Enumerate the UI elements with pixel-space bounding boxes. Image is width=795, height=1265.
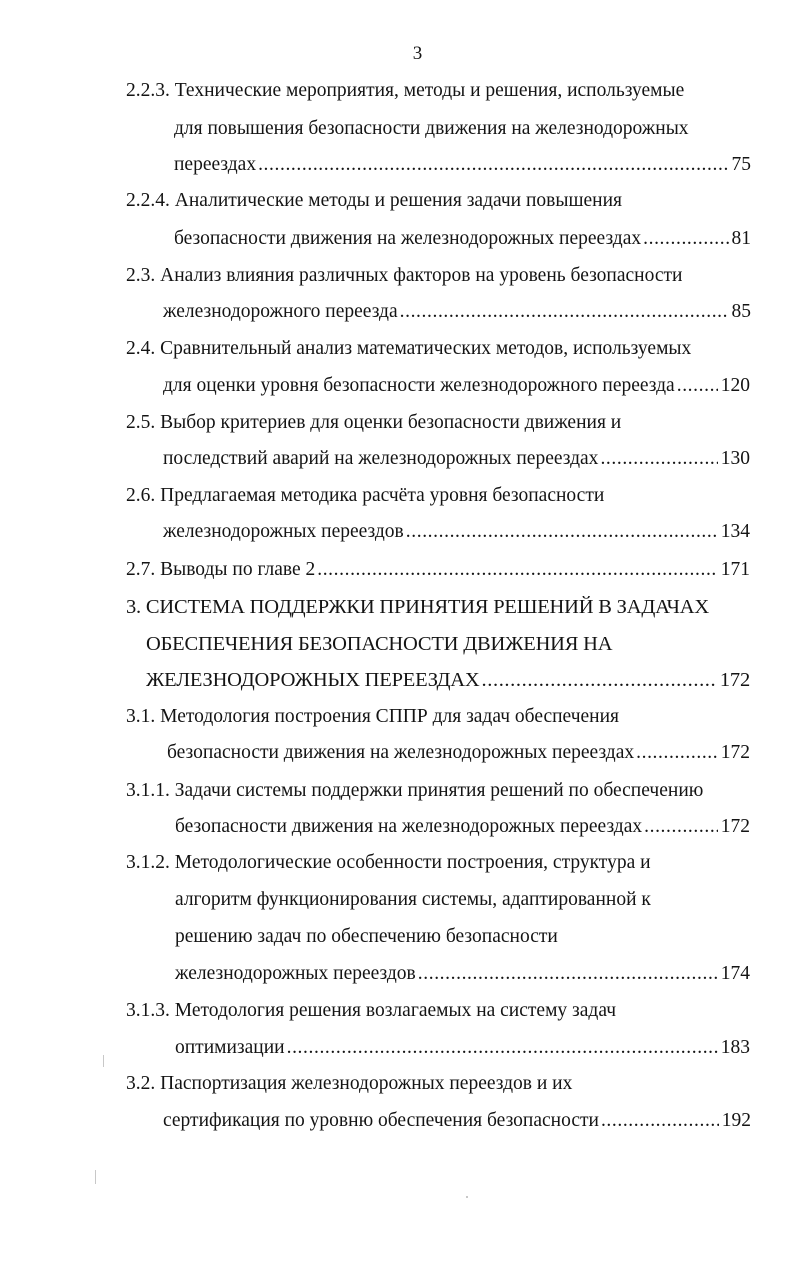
toc-text: 2.2.3. Технические мероприятия, методы и решения, используемые [126,80,685,101]
toc-text: железнодорожного переезда [163,301,398,322]
dot-leader [601,1106,719,1136]
toc-text: 3.1. Методология построения СППР для задач обеспечения [126,706,620,727]
toc-line [174,224,751,254]
toc-page-number: 130 [720,448,750,469]
toc-text: 2.3. Анализ влияния различных факторов на уровень безопасности [126,265,683,286]
toc-page-number: 172 [720,742,750,763]
toc-page-number: 174 [720,963,750,984]
toc-page-number: 183 [720,1037,750,1058]
toc-line [146,629,612,659]
toc-page-number: 75 [731,154,751,175]
toc-text: алгоритм функционирования системы, адаптированной к [175,889,651,910]
dot-leader [287,1033,718,1063]
toc-line [126,261,682,291]
toc-page-number: 192 [721,1110,751,1131]
dot-leader [644,812,718,842]
scan-artifact [103,1055,104,1067]
toc-text: 3.1.2. Методологические особенности построения, структура и [126,852,651,873]
dot-leader [636,738,718,768]
toc-line [126,186,622,216]
toc-text: решению задач по обеспечению безопасности [175,926,558,947]
dot-leader [643,224,728,254]
toc-line [163,444,750,474]
toc-text: 2.7. Выводы по главе 2 [126,559,316,580]
toc-text: сертификация по уровню обеспечения безопасности [163,1110,599,1131]
toc-line [175,1033,750,1063]
toc-chapter-text: ОБЕСПЕЧЕНИЯ БЕЗОПАСНОСТИ ДВИЖЕНИЯ НА [146,633,613,655]
toc-line [163,371,750,401]
toc-page-number: 172 [719,669,750,691]
dot-leader [482,665,717,695]
toc-text: 3.1.1. Задачи системы поддержки принятия решений по обеспечению [126,780,704,801]
toc-text: безопасности движения на железнодорожных переездах [167,742,635,763]
toc-line [126,1069,572,1099]
toc-line [126,848,651,878]
toc-line [126,592,709,622]
toc-page-number: 120 [720,375,750,396]
dot-leader [406,517,718,547]
toc-line [175,922,558,952]
toc-text: переездах [174,154,257,175]
toc-line [126,996,616,1026]
dot-leader [258,150,728,180]
scan-artifact [466,1196,468,1198]
toc-line [126,776,703,806]
dot-leader [677,371,718,401]
toc-text: безопасности движения на железнодорожных переездах [174,228,642,249]
dot-leader [317,555,718,585]
toc-line [175,959,750,989]
toc-line [163,1106,751,1136]
toc-chapter-text: 3. СИСТЕМА ПОДДЕРЖКИ ПРИНЯТИЯ РЕШЕНИЙ В ЗАДАЧАХ [126,596,709,618]
toc-text: 3.1.3. Методология решения возлагаемых на систему задач [126,1000,617,1021]
toc-page-number: 171 [720,559,750,580]
toc-text: для оценки уровня безопасности железнодорожного переезда [163,375,675,396]
toc-line [175,812,750,842]
toc-line [174,150,751,180]
toc-line [126,334,691,364]
toc-line [163,297,751,327]
toc-text: безопасности движения на железнодорожных переездах [175,816,643,837]
toc-text: для повышения безопасности движения на железнодорожных [174,118,689,139]
toc-line [126,76,684,106]
toc-line [126,408,621,438]
toc-text: 3.2. Паспортизация железнодорожных переездов и их [126,1073,573,1094]
toc-line [163,517,750,547]
toc-page-number: 81 [731,228,751,249]
dot-leader [600,444,717,474]
toc-page-number: 85 [731,301,751,322]
toc-text: железнодорожных переездов [163,521,404,542]
toc-text: оптимизации [175,1037,285,1058]
toc-line [126,555,750,585]
toc-text: 2.2.4. Аналитические методы и решения задачи повышения [126,190,622,211]
scan-artifact [95,1170,96,1184]
toc-line [146,665,750,695]
toc-text: 2.4. Сравнительный анализ математических методов, используемых [126,338,692,359]
toc-line [174,114,689,144]
toc-page-number: 134 [720,521,750,542]
toc-line [167,738,750,768]
toc-line [175,885,651,915]
toc-page-number: 172 [720,816,750,837]
toc-line [126,481,604,511]
page-number: 3 [412,43,423,64]
toc-chapter-text: ЖЕЛЕЗНОДОРОЖНЫХ ПЕРЕЕЗДАХ [146,669,480,691]
dot-leader [418,959,718,989]
toc-text: 2.5. Выбор критериев для оценки безопасности движения и [126,412,622,433]
toc-text: последствий аварий на железнодорожных переездах [163,448,599,469]
toc-text: железнодорожных переездов [175,963,416,984]
dot-leader [400,297,729,327]
toc-text: 2.6. Предлагаемая методика расчёта уровня безопасности [126,485,605,506]
toc-line [126,702,619,732]
